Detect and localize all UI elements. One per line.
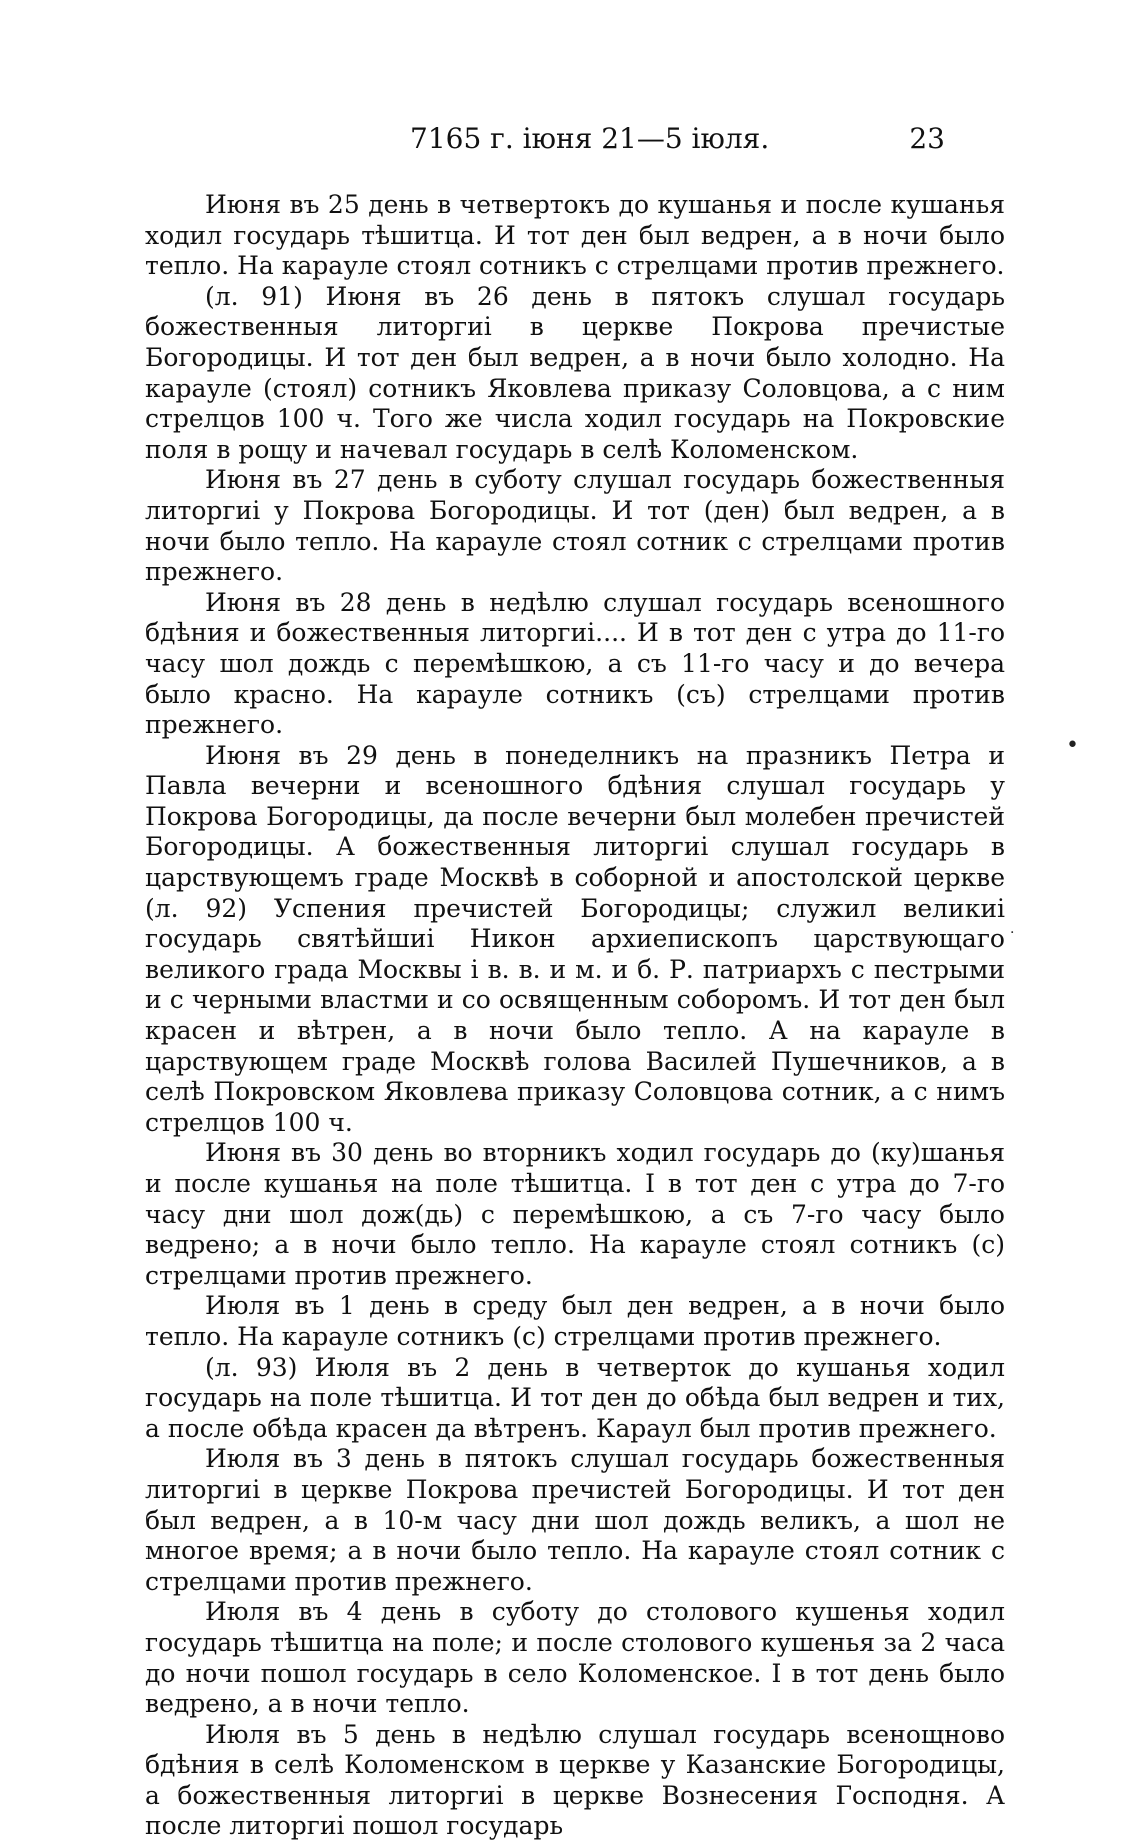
paragraph: (л. 93) Июля въ 2 день в четверток до кушанья ходил государь на поле тѣшитца. И тот ден до обѣда был ведрен и тих, а после обѣда красен да вѣтренъ. Караул был против прежнего. xyxy=(145,1352,1005,1443)
paragraph: Июня въ 30 день во вторникъ ходил государь до (ку)шанья и после кушанья на поле тѣшитца. І в тот ден с утра до 7-го часу дни шол дож(дь) с перемѣшкою, а съ 7-го часу было ведрено; а в ночи было тепло. На карауле стоял сотникъ (с) стрелцами против прежнего. xyxy=(145,1138,1005,1290)
paragraph: Июля въ 1 день в среду был ден ведрен, а в ночи было тепло. На карауле сотникъ (с) стрелцами против прежнего. xyxy=(145,1291,1005,1351)
margin-dot-mark: • xyxy=(1066,733,1079,758)
paragraph: Июня въ 25 день в четвертокъ до кушанья и после кушанья ходил государь тѣшитца. И тот ден был ведрен, а в ночи было тепло. На карауле стоял сотникъ с стрелцами против прежнего. xyxy=(145,190,1005,281)
margin-tick-mark: · xyxy=(1010,925,1015,941)
paragraph: Июня въ 28 день в недѣлю слушал государь всеношного бдѣния и божественныя литоргиі.... И в тот ден с утра до 11-го часу шол дождь с перемѣшкою, а съ 11-го часу и до вечера было красно. На карауле сотникъ (съ) стрелцами против прежнего. xyxy=(145,587,1005,740)
paragraph: Июня въ 29 день в понеделникъ на празникъ Петра и Павла вечерни и всеношного бдѣния слушал государь у Покрова Богородицы, да после вечерни был молебен пречистей Богородицы. А божественныя литоргиі слушал государь в царствующемъ граде Москвѣ в соборной и апостолской церкве (л. 92) Успения пречистей Богородицы; служил великиі государь святѣйшиі Никон архиепископъ царствующаго великого града Москвы і в. в. и м. и б. Р. патриархъ с пестрыми и с черными властми и со освященным соборомъ. И тот ден был красен и вѣтрен, а в ночи было тепло. А на карауле в царствующем граде Москвѣ голова Василей Пушечников, а в селѣ Покровском Яковлева приказу Соловцова сотник, а с нимъ стрелцов 100 ч. xyxy=(145,740,1005,1137)
paragraph: Июля въ 3 день в пятокъ слушал государь божественныя литоргиі в церкве Покрова пречистей Богородицы. И тот ден был ведрен, а в 10-м часу дни шол дождь великъ, а шол не многое время; а в ночи было тепло. На карауле стоял сотник с стрелцами против прежнего. xyxy=(145,1444,1005,1596)
paragraph: Июня въ 27 день в суботу слушал государь божественныя литоргиі у Покрова Богородицы. И тот (ден) был ведрен, а в ночи было тепло. На карауле стоял сотник с стрелцами против прежнего. xyxy=(145,465,1005,587)
page-number: 23 xyxy=(909,122,945,155)
paragraph: Июля въ 5 день в недѣлю слушал государь всенощново бдѣния в селѣ Коломенском в церкве у Казанские Богородицы, а божественныя литоргиі в церкве Вознесения Господня. А после литоргиі пошол государь xyxy=(145,1719,1005,1841)
running-header xyxy=(145,122,945,162)
document-body xyxy=(145,190,1005,1842)
paragraph: Июля въ 4 день в суботу до столового кушенья ходил государь тѣшитца на поле; и после столового кушенья за 2 часа до ночи пошол государь в село Коломенское. І в тот день было ведрено, а в ночи тепло. xyxy=(145,1597,1005,1719)
header-title: 7165 г. іюня 21—5 іюля. xyxy=(410,122,770,155)
paragraph: (л. 91) Июня въ 26 день в пятокъ слушал государь божественныя литоргиі в церкве Покрова пречистые Богородицы. И тот ден был ведрен, а в ночи было холодно. На карауле (стоял) сотникъ Яковлева приказу Соловцова, а с ним стрелцов 100 ч. Того же числа ходил государь на Покровские поля в рощу и начевал государь в селѣ Коломенском. xyxy=(145,281,1005,464)
